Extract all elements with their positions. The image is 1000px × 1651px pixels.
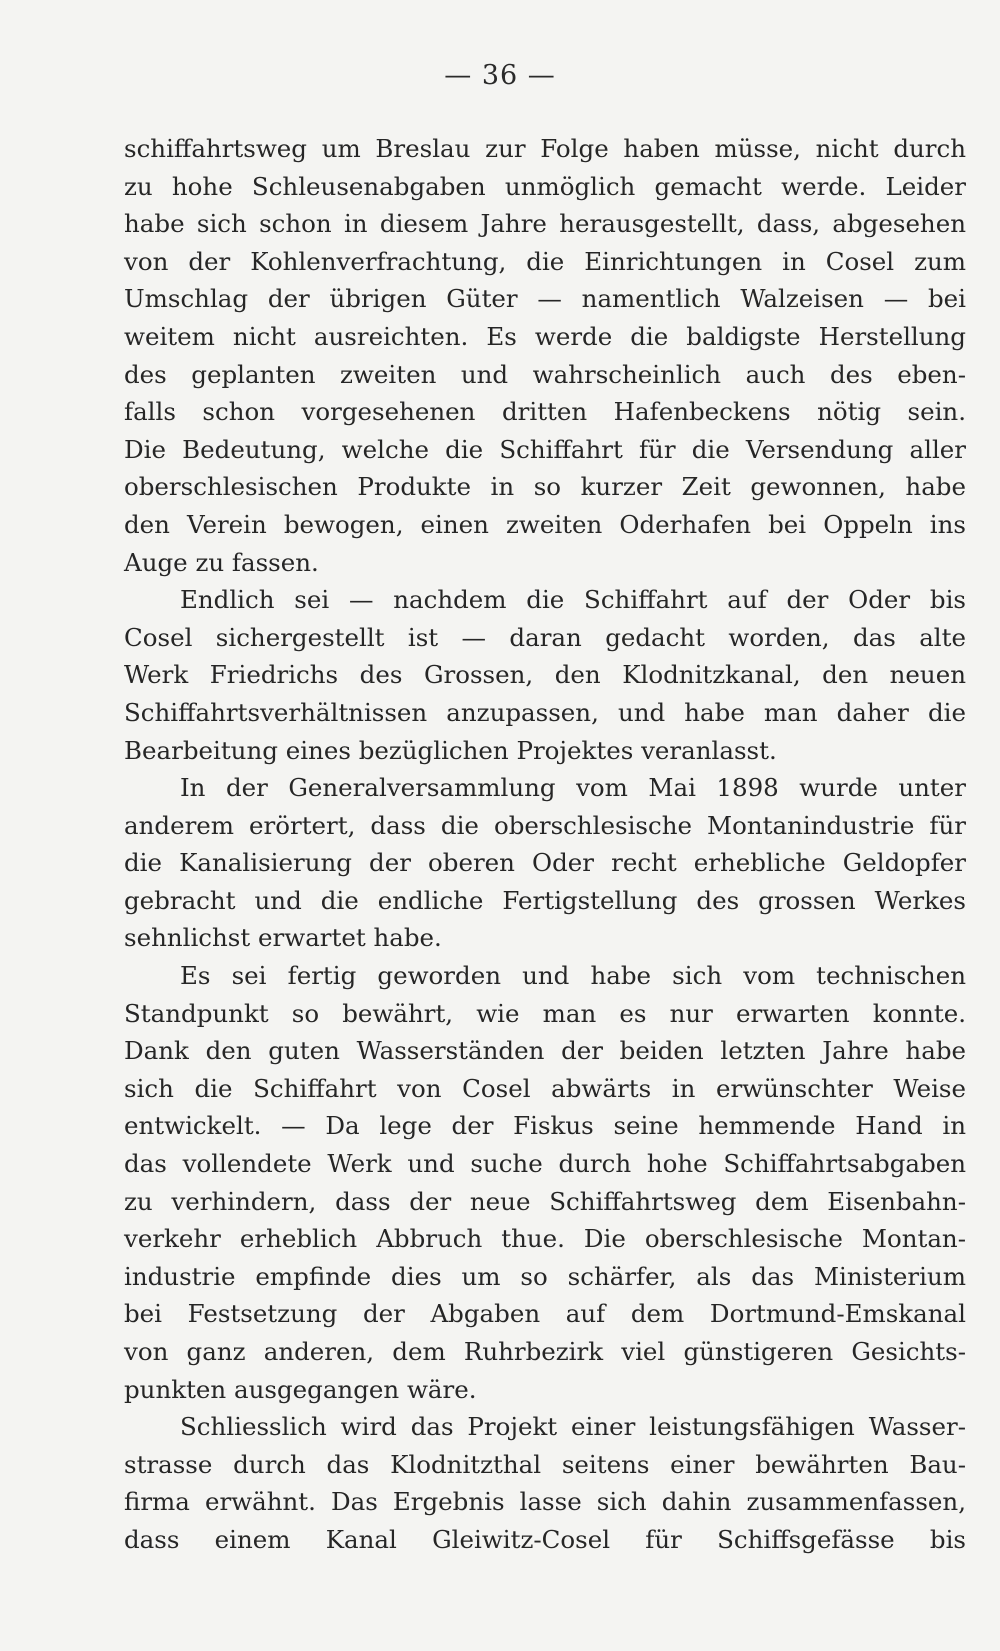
text-line: das vollendete Werk und suche durch hohe Schiffahrtsabgaben [124, 1149, 966, 1179]
text-line: zu hohe Schleusenabgaben unmöglich gemacht werde. Leider [124, 171, 966, 201]
page-number: — 36 — [444, 60, 556, 91]
text-line: falls schon vorgesehenen dritten Hafenbeckens nötig sein. [124, 397, 966, 427]
text-line: Werk Friedrichs des Grossen, den Klodnitzkanal, den neuen [124, 660, 966, 690]
text-line: firma erwähnt. Das Ergebnis lasse sich dahin zusammenfassen, [124, 1487, 966, 1517]
text-line: Umschlag der übrigen Güter — namentlich Walzeisen — bei [124, 284, 966, 314]
text-line: dass einem Kanal Gleiwitz-Cosel für Schiffsgefässe bis [124, 1524, 966, 1554]
text-line: die Kanalisierung der oberen Oder recht erhebliche Geldopfer [124, 848, 966, 878]
text-line: Schiffahrtsverhältnissen anzupassen, und habe man daher die [124, 697, 966, 727]
text-line: Es sei fertig geworden und habe sich vom technischen [180, 961, 966, 991]
text-line: verkehr erheblich Abbruch thue. Die oberschlesische Montan- [124, 1224, 966, 1254]
text-line: zu verhindern, dass der neue Schiffahrtsweg dem Eisenbahn- [124, 1186, 966, 1216]
text-line: gebracht und die endliche Fertigstellung des grossen Werkes [124, 885, 966, 915]
text-line: Schliesslich wird das Projekt einer leistungsfähigen Wasser- [180, 1412, 966, 1442]
text-line: bei Festsetzung der Abgaben auf dem Dortmund-Emskanal [124, 1299, 966, 1329]
text-line: sehnlichst erwartet habe. [124, 923, 442, 953]
text-line: von ganz anderen, dem Ruhrbezirk viel günstigeren Gesichts- [124, 1337, 966, 1366]
text-line: industrie empfinde dies um so schärfer, als das Ministerium [124, 1261, 966, 1291]
text-line: Dank den guten Wasserständen der beiden letzten Jahre habe [124, 1036, 966, 1066]
body-text [124, 130, 966, 1559]
text-line: den Verein bewogen, einen zweiten Oderhafen bei Oppeln ins [124, 509, 966, 539]
text-line: Standpunkt so bewährt, wie man es nur erwarten konnte. [124, 998, 966, 1028]
text-line: strasse durch das Klodnitzthal seitens einer bewährten Bau- [124, 1449, 966, 1479]
text-line: Bearbeitung eines bezüglichen Projektes veranlasst. [124, 735, 777, 765]
text-line: anderem erörtert, dass die oberschlesische Montanindustrie für [124, 810, 966, 840]
text-line: des geplanten zweiten und wahrscheinlich auch des eben- [124, 359, 966, 389]
text-line: Cosel sichergestellt ist — daran gedacht worden, das alte [124, 622, 966, 652]
text-line: habe sich schon in diesem Jahre herausgestellt, dass, abgesehen [124, 209, 966, 239]
text-line: entwickelt. — Da lege der Fiskus seine hemmende Hand in [124, 1111, 966, 1141]
text-line: Die Bedeutung, welche die Schiffahrt für die Versendung aller [124, 434, 966, 464]
text-line: punkten ausgegangen wäre. [124, 1374, 477, 1404]
text-line: sich die Schiffahrt von Cosel abwärts in erwünschter Weise [124, 1073, 966, 1103]
text-line: weitem nicht ausreichten. Es werde die baldigste Herstellung [124, 321, 966, 351]
text-line: oberschlesischen Produkte in so kurzer Zeit gewonnen, habe [124, 472, 966, 502]
text-line: Auge zu fassen. [124, 547, 319, 577]
text-line: In der Generalversammlung vom Mai 1898 wurde unter [180, 773, 966, 803]
text-line: Endlich sei — nachdem die Schiffahrt auf der Oder bis [180, 585, 966, 615]
text-line: schiffahrtsweg um Breslau zur Folge haben müsse, nicht durch [124, 134, 966, 163]
text-line: von der Kohlenverfrachtung, die Einrichtungen in Cosel zum [124, 246, 966, 276]
